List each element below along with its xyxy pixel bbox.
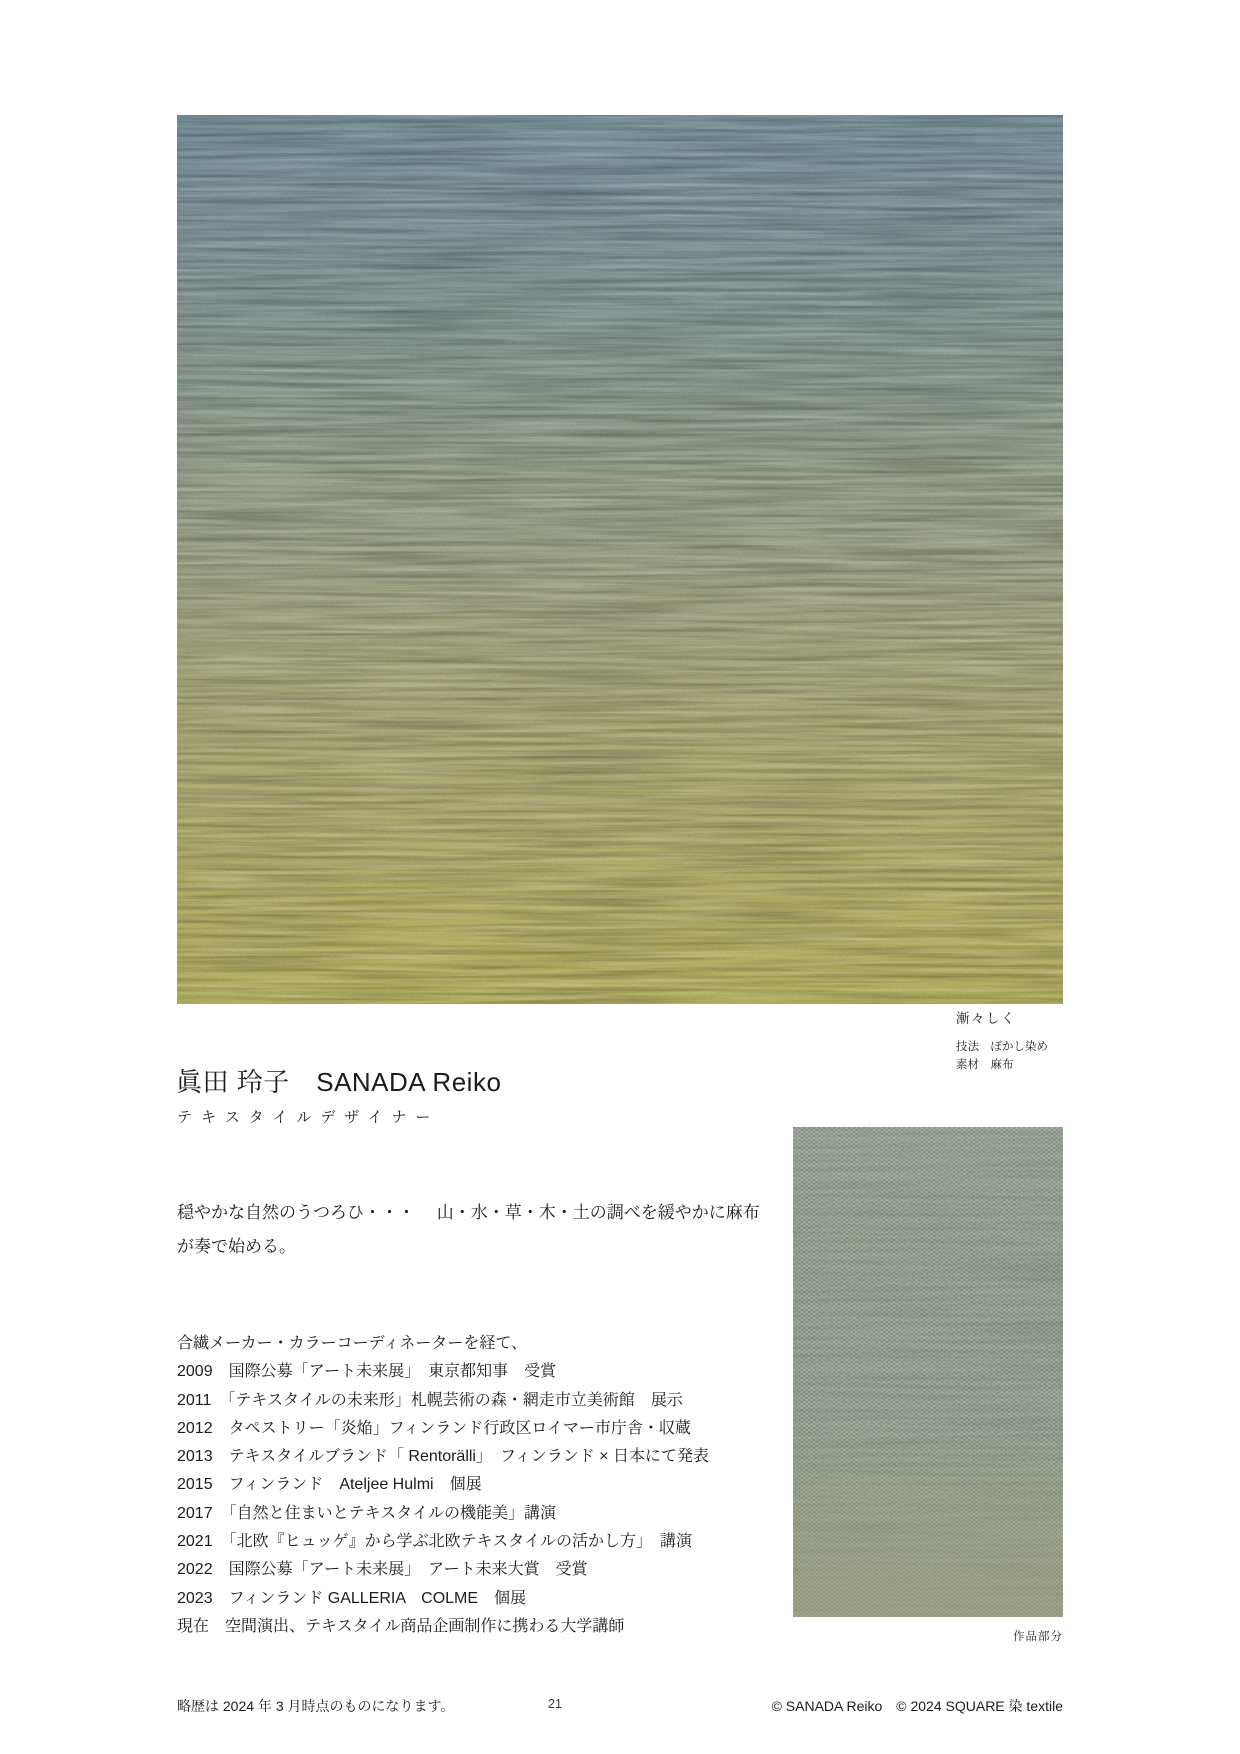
artist-name: 眞田 玲子 SANADA Reiko bbox=[176, 1067, 502, 1097]
artist-role: テキスタイルデザイナー bbox=[177, 1109, 440, 1126]
artwork-caption bbox=[956, 1012, 1048, 1075]
career-entry: 現在 空間演出、テキスタイル商品企画制作に携わる大学講師 bbox=[177, 1617, 625, 1635]
career-entry: 2013 テキスタイルブランド「 Rentorälli」 フィンランド × 日本にて発表 bbox=[177, 1448, 709, 1466]
career-list bbox=[177, 1330, 709, 1641]
career-entry: 2009 国際公募「アート未来展」 東京都知事 受賞 bbox=[177, 1363, 557, 1381]
fabric-texture-overlay bbox=[177, 115, 1063, 1004]
artwork-technique: 技法 ぼかし染め bbox=[956, 1040, 1048, 1053]
career-entry: 2017 「自然と住まいとテキスタイルの機能美」講演 bbox=[177, 1504, 556, 1522]
description-line: が奏で始める。 bbox=[177, 1237, 296, 1256]
detail-image-caption: 作品部分 bbox=[1013, 1631, 1063, 1643]
career-entry: 2021 「北欧『ヒュッゲ』から学ぶ北欧テキスタイルの活かし方」 講演 bbox=[177, 1533, 692, 1551]
footer-note: 略歴は 2024 年 3 月時点のものになります。 bbox=[177, 1698, 455, 1714]
page-number: 21 bbox=[548, 1697, 562, 1711]
artwork-material: 素材 麻布 bbox=[956, 1059, 1014, 1071]
detail-artwork-image bbox=[793, 1127, 1063, 1617]
career-entry: 2023 フィンランド GALLERIA COLME 個展 bbox=[177, 1589, 527, 1607]
description-line: 穏やかな自然のうつろひ・・・ 山・水・草・木・土の調べを緩やかに麻布 bbox=[177, 1203, 760, 1222]
detail-bottom-tint bbox=[793, 1127, 1063, 1617]
career-entry: 2011 「テキスタイルの未来形」札幌芸術の森・網走市立美術館 展示 bbox=[177, 1391, 683, 1409]
artwork-title: 漸々しく bbox=[956, 1011, 1016, 1026]
main-artwork-image bbox=[177, 115, 1063, 1004]
career-intro: 合繊メーカー・カラーコーディネーターを経て、 bbox=[177, 1335, 528, 1352]
footer-copyright: © SANADA Reiko © 2024 SQUARE 染 textile bbox=[771, 1698, 1063, 1714]
career-entry: 2015 フィンランド Ateljee Hulmi 個展 bbox=[177, 1476, 482, 1494]
career-entry: 2012 タペストリー「炎焔」フィンランド行政区ロイマー市庁舎・収蔵 bbox=[177, 1419, 691, 1437]
artist-description bbox=[177, 1196, 760, 1264]
career-entry: 2022 国際公募「アート未来展」 アート未来大賞 受賞 bbox=[177, 1561, 588, 1579]
